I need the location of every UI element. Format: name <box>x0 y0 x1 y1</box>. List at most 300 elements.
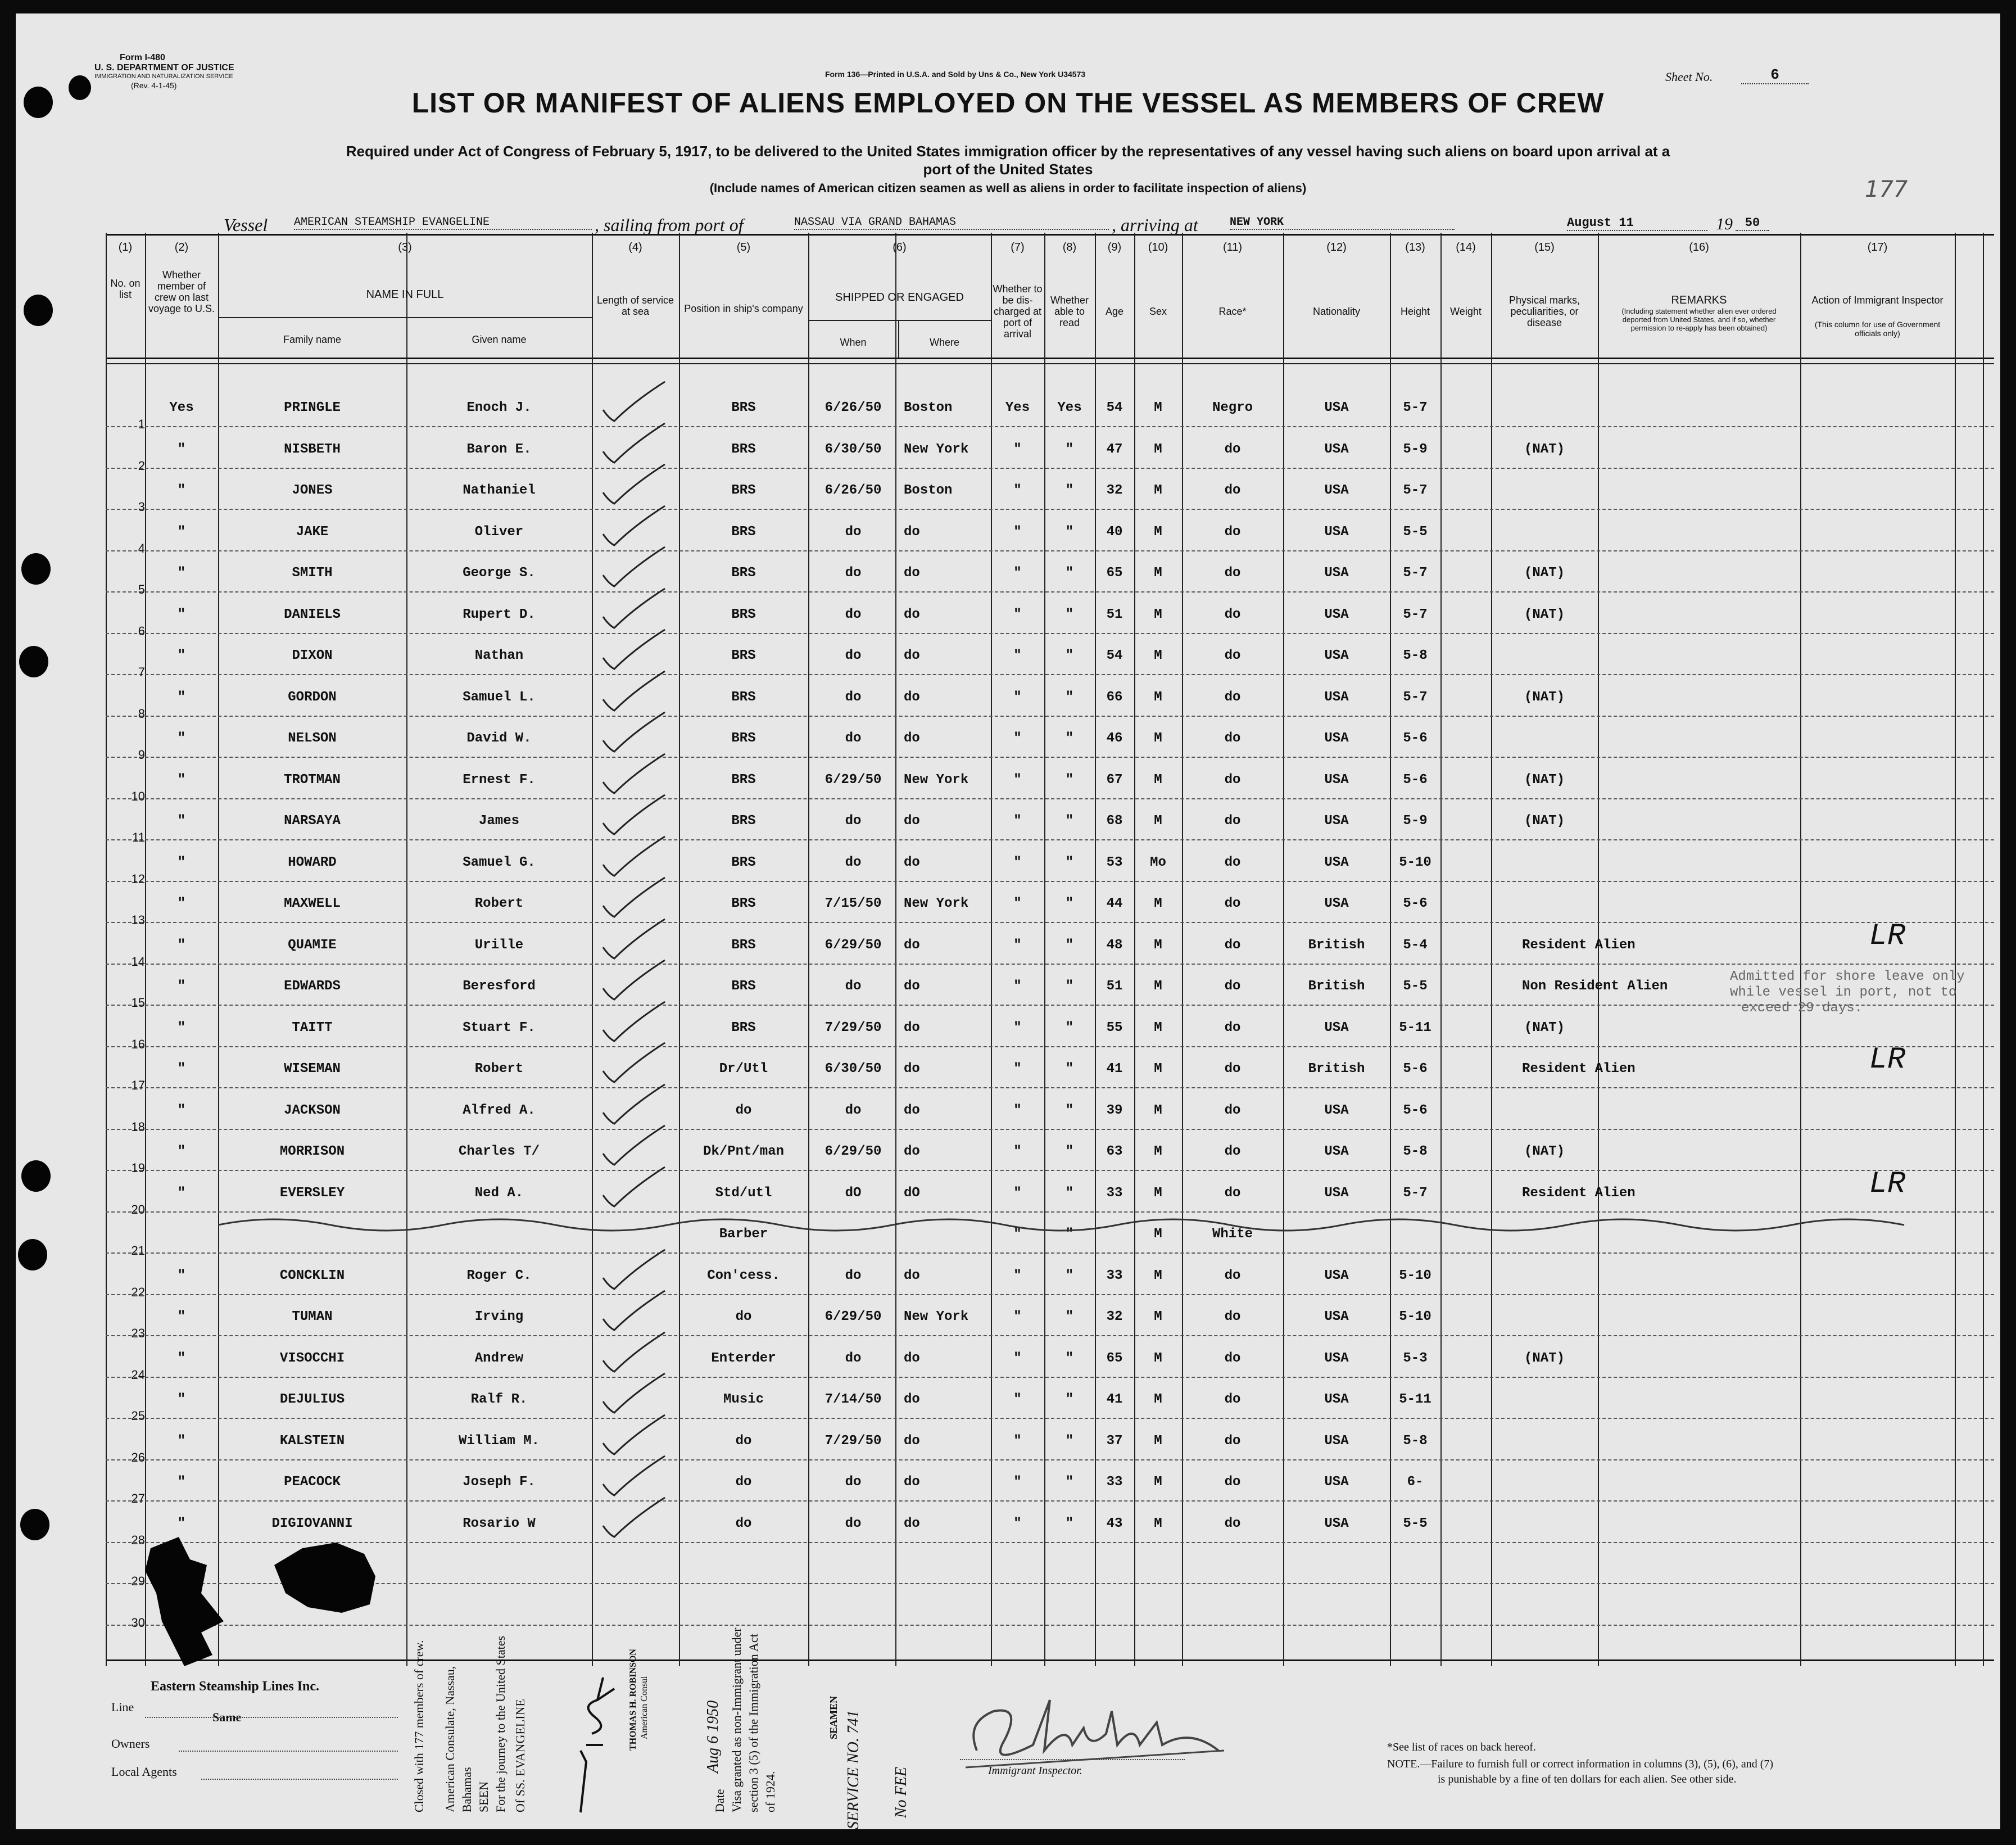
cell-sex: M <box>1154 524 1162 540</box>
row-rule <box>106 1418 1994 1419</box>
service-checkmark <box>600 1412 668 1457</box>
cell-disch: " <box>1013 648 1022 663</box>
cell-read: " <box>1065 1392 1074 1407</box>
cell-crew: " <box>177 566 186 581</box>
cell-read: " <box>1065 689 1074 705</box>
service-checkmark <box>600 792 668 837</box>
cell-read: " <box>1065 731 1074 746</box>
cell-disch: " <box>1013 483 1022 498</box>
cell-where: do <box>904 566 920 581</box>
cell-when: 6/30/50 <box>824 441 882 457</box>
cell-where: do <box>904 1144 920 1159</box>
cell-crew: " <box>177 648 186 663</box>
cell-nat: USA <box>1324 441 1349 457</box>
col-num: (6) <box>893 241 907 254</box>
cell-crew: " <box>177 854 186 870</box>
cell-pos: Dk/Pnt/man <box>703 1144 785 1159</box>
cell-when: do <box>845 854 862 870</box>
cell-age: 43 <box>1106 1516 1123 1531</box>
cell-family: MORRISON <box>279 1144 345 1159</box>
cell-read: " <box>1065 483 1074 498</box>
cell-family: JAKE <box>296 524 329 540</box>
cell-given: Oliver <box>474 524 524 540</box>
page-title: LIST OR MANIFEST OF ALIENS EMPLOYED ON THE VESSEL AS MEMBERS OF CREW <box>411 87 1605 119</box>
cell-read: " <box>1065 441 1074 457</box>
cell-nat: USA <box>1324 1144 1349 1159</box>
shore-leave-note-3: exceed 29 days. <box>1741 1001 1863 1016</box>
row-rule <box>106 426 1994 427</box>
cell-read: " <box>1065 1144 1074 1159</box>
cell-sex: M <box>1154 1020 1162 1035</box>
subtitle-line-2: port of the United States <box>923 161 1093 178</box>
footer-company: Eastern Steamship Lines Inc. <box>151 1679 320 1694</box>
cell-read: " <box>1065 524 1074 540</box>
row-number: 6 <box>138 623 145 638</box>
redaction-mark <box>269 1543 381 1616</box>
cell-family: SMITH <box>292 566 333 581</box>
header-length-of-service: Length of service at sea <box>596 295 674 317</box>
cell-marks: (NAT) <box>1524 441 1565 457</box>
cell-height: 5-10 <box>1399 854 1431 870</box>
cell-crew: " <box>177 483 186 498</box>
cell-disch: " <box>1013 1350 1022 1366</box>
cell-nat: USA <box>1324 1516 1349 1531</box>
row-number: 4 <box>138 541 145 555</box>
cell-nat: USA <box>1324 1350 1349 1366</box>
punch-hole <box>21 553 51 585</box>
row-rule <box>106 1129 1994 1130</box>
cell-family: DEJULIUS <box>279 1392 345 1407</box>
cell-nat: USA <box>1324 1475 1349 1490</box>
cell-pos: BRS <box>731 607 756 622</box>
footer-owners-rule <box>179 1751 398 1752</box>
cell-where: do <box>904 1020 920 1035</box>
service-checkmark <box>600 875 668 920</box>
row-rule <box>106 1252 1994 1254</box>
row-rule <box>106 1087 1994 1088</box>
cell-nat: USA <box>1324 1185 1349 1201</box>
cell-height: 5-9 <box>1403 441 1428 457</box>
cell-race: do <box>1224 1268 1241 1283</box>
cell-sex: M <box>1154 1061 1162 1077</box>
cell-nat: USA <box>1324 648 1349 663</box>
cell-crew: " <box>177 896 186 911</box>
cell-disch: " <box>1013 1268 1022 1283</box>
cell-where: New York <box>904 896 969 911</box>
cell-nat: USA <box>1324 400 1349 415</box>
sheet-number: 6 <box>1741 66 1809 84</box>
col-num: (3) <box>398 241 412 254</box>
cell-height: 5-6 <box>1403 772 1428 788</box>
cell-when: 7/29/50 <box>824 1433 882 1449</box>
cell-where: do <box>904 607 920 622</box>
cell-given: George S. <box>463 566 536 581</box>
cell-family: PEACOCK <box>284 1475 341 1490</box>
row-number: 16 <box>131 1037 145 1051</box>
cell-pos: BRS <box>731 813 756 829</box>
cell-height: 5-8 <box>1403 1433 1428 1449</box>
service-checkmark <box>600 420 668 465</box>
service-checkmark <box>600 834 668 879</box>
cell-when: 6/29/50 <box>824 772 882 788</box>
row-rule <box>106 1459 1994 1460</box>
row-number: 1 <box>138 417 145 431</box>
cell-pos: BRS <box>731 937 756 953</box>
cell-height: 5-7 <box>1403 483 1428 498</box>
cell-where: do <box>904 1350 920 1366</box>
cell-sex: Mo <box>1150 854 1166 870</box>
cell-height: 5-7 <box>1403 566 1428 581</box>
cell-pos: BRS <box>731 400 756 415</box>
cell-disch: " <box>1013 689 1022 705</box>
cell-when: 7/14/50 <box>824 1392 882 1407</box>
cell-nat: USA <box>1324 731 1349 746</box>
cell-read: " <box>1065 1516 1074 1531</box>
cell-family: TAITT <box>292 1020 333 1035</box>
col-num: (2) <box>174 241 189 254</box>
inspector-rule <box>960 1759 1185 1760</box>
row-rule <box>106 633 1994 634</box>
cell-crew: " <box>177 1268 186 1283</box>
cell-pos: Con'cess. <box>707 1268 780 1283</box>
cell-age: 44 <box>1106 896 1123 911</box>
cell-pos: BRS <box>731 648 756 663</box>
row-rule <box>106 1542 1994 1543</box>
row-rule <box>106 964 1994 965</box>
cell-disch: " <box>1013 1227 1022 1242</box>
col-num: (4) <box>628 241 642 254</box>
no-fee: No FEE <box>893 1767 910 1818</box>
cell-height: 5-10 <box>1399 1309 1431 1324</box>
cell-read: " <box>1065 607 1074 622</box>
manifest-sheet <box>16 13 2000 1829</box>
cell-race: White <box>1212 1227 1253 1242</box>
cell-when: do <box>845 566 862 581</box>
cell-height: 5-7 <box>1403 689 1428 705</box>
cell-where: do <box>904 689 920 705</box>
service-checkmark <box>600 379 668 424</box>
row-number: 28 <box>131 1532 145 1547</box>
cell-race: do <box>1224 524 1241 540</box>
punch-hole <box>20 1509 49 1540</box>
header-position: Position in ship's company <box>684 303 803 314</box>
cell-age: 54 <box>1106 648 1123 663</box>
cell-sex: M <box>1154 772 1162 788</box>
cell-given: Alfred A. <box>463 1102 536 1118</box>
cell-when: do <box>845 648 862 663</box>
cell-race: do <box>1224 689 1241 705</box>
service-checkmark <box>600 586 668 631</box>
service-checkmark <box>600 1330 668 1374</box>
cell-pos: BRS <box>731 689 756 705</box>
col-rule <box>1955 233 1956 1666</box>
service-checkmark <box>600 1371 668 1416</box>
cell-age: 68 <box>1106 813 1123 829</box>
row-rule <box>106 550 1994 551</box>
col-num: (5) <box>736 241 751 254</box>
cell-sex: M <box>1154 441 1162 457</box>
cell-race: do <box>1224 854 1241 870</box>
cell-given: Irving <box>474 1309 524 1324</box>
cell-remarks: Resident Alien <box>1522 937 1636 953</box>
cell-family: TROTMAN <box>284 772 341 788</box>
cell-pos: Barber <box>719 1227 768 1242</box>
cell-disch: " <box>1013 441 1022 457</box>
cell-family: EDWARDS <box>284 979 341 994</box>
cell-family: PRINGLE <box>284 400 341 415</box>
cell-sex: M <box>1154 607 1162 622</box>
revision: (Rev. 4-1-45) <box>131 81 177 90</box>
cell-sex: M <box>1154 1350 1162 1366</box>
cell-crew: " <box>177 979 186 994</box>
cell-given: Ernest F. <box>463 772 536 788</box>
cell-crew: " <box>177 441 186 457</box>
cell-race: do <box>1224 1475 1241 1490</box>
cell-height: 5-6 <box>1403 896 1428 911</box>
cell-when: do <box>845 524 862 540</box>
col-rule <box>1983 233 1984 1666</box>
cell-given: Enoch J. <box>466 400 532 415</box>
cell-where: New York <box>904 441 969 457</box>
cell-read: " <box>1065 1309 1074 1324</box>
row-rule <box>106 674 1994 675</box>
cell-pos: BRS <box>731 483 756 498</box>
row-number: 7 <box>138 665 145 679</box>
service-checkmark <box>600 1164 668 1209</box>
cell-disch: " <box>1013 1516 1022 1531</box>
cell-nat: British <box>1308 937 1365 953</box>
cell-height: 5-9 <box>1403 813 1428 829</box>
header-height: Height <box>1400 306 1430 317</box>
cell-when: 7/15/50 <box>824 896 882 911</box>
header-bottom-rule-2 <box>106 363 1994 364</box>
redaction-mark <box>139 1537 229 1666</box>
cell-when: do <box>845 813 862 829</box>
cell-race: do <box>1224 1433 1241 1449</box>
cell-given: Roger C. <box>466 1268 532 1283</box>
inspector-signature <box>954 1689 1241 1773</box>
cell-race: do <box>1224 1020 1241 1035</box>
service-checkmark <box>600 1040 668 1085</box>
cell-where: New York <box>904 1309 969 1324</box>
service-checkmark <box>600 957 668 1002</box>
cell-where: do <box>904 1061 920 1077</box>
cell-race: do <box>1224 1185 1241 1201</box>
cell-race: do <box>1224 813 1241 829</box>
cell-pos: BRS <box>731 731 756 746</box>
visa-line-3: of 1924. <box>763 1771 777 1812</box>
cell-crew: " <box>177 1185 186 1201</box>
header-discharged: Whether to be dis-charged at port of arrival <box>993 283 1043 340</box>
page-stamp: 177 <box>1865 177 1908 202</box>
cell-nat: USA <box>1324 1309 1349 1324</box>
cell-where: Boston <box>904 483 953 498</box>
cell-marks: (NAT) <box>1524 772 1565 788</box>
row-number: 3 <box>138 500 145 514</box>
cell-pos: do <box>735 1309 752 1324</box>
cell-age: 37 <box>1106 1433 1123 1449</box>
punch-hole <box>24 295 53 326</box>
cell-read: Yes <box>1057 400 1082 415</box>
cell-pos: BRS <box>731 1020 756 1035</box>
cell-read: " <box>1065 1061 1074 1077</box>
row-number: 12 <box>131 871 145 886</box>
service-checkmark <box>600 544 668 589</box>
cell-height: 5-11 <box>1399 1392 1431 1407</box>
arrival-date: August 11 <box>1567 216 1707 231</box>
cell-sex: M <box>1154 483 1162 498</box>
service-number: SERVICE NO. 741 <box>845 1710 862 1829</box>
row-rule <box>106 468 1994 469</box>
penalty-note-1: NOTE.—Failure to furnish full or correct information in columns (3), (5), (6), and (7) <box>1387 1758 1774 1770</box>
service-checkmark <box>600 916 668 961</box>
cell-height: 5-11 <box>1399 1020 1431 1035</box>
cell-pos: BRS <box>731 979 756 994</box>
punch-hole <box>18 1239 47 1270</box>
row-rule <box>106 509 1994 510</box>
row-number: 18 <box>131 1119 145 1134</box>
cell-read: " <box>1065 854 1074 870</box>
header-no-on-list: No. on list <box>110 278 141 300</box>
footer-line-rule <box>145 1717 398 1718</box>
cell-age: 46 <box>1106 731 1123 746</box>
cell-disch: " <box>1013 1309 1022 1324</box>
cell-pos: BRS <box>731 566 756 581</box>
date-century: 19 <box>1716 215 1733 233</box>
cell-disch: " <box>1013 731 1022 746</box>
service-checkmark <box>600 1453 668 1498</box>
table-top-rule <box>106 234 1994 236</box>
footer-owners-label: Owners <box>111 1737 150 1751</box>
cell-height: 5-5 <box>1403 524 1428 540</box>
row-number: 11 <box>132 830 145 844</box>
department: U. S. DEPARTMENT OF JUSTICE <box>94 63 234 73</box>
row-number: 26 <box>131 1450 145 1464</box>
cell-when: 6/26/50 <box>824 483 882 498</box>
consul-name: THOMAS H. ROBINSON <box>628 1649 638 1751</box>
row-rule <box>106 1170 1994 1171</box>
vessel-name: AMERICAN STEAMSHIP EVANGELINE <box>294 216 592 230</box>
service-checkmark <box>600 503 668 548</box>
cell-given: Charles T/ <box>458 1144 540 1159</box>
shipped-sub-rule <box>808 320 991 321</box>
header-able-to-read: Whether able to read <box>1050 295 1089 328</box>
cell-disch: " <box>1013 524 1022 540</box>
header-race: Race* <box>1218 306 1247 317</box>
row-number: 27 <box>131 1491 145 1505</box>
arriving-port: NEW YORK <box>1230 216 1455 230</box>
cell-given: Urille <box>474 937 524 953</box>
cell-read: " <box>1065 1227 1074 1242</box>
cell-given: Samuel G. <box>463 854 536 870</box>
cell-when: 6/29/50 <box>824 937 882 953</box>
cell-height: 5-7 <box>1403 1185 1428 1201</box>
row-rule <box>106 798 1994 799</box>
cell-crew: " <box>177 1392 186 1407</box>
row-rule <box>106 757 1994 758</box>
cell-age: 53 <box>1106 854 1123 870</box>
cell-read: " <box>1065 1350 1074 1366</box>
cell-height: 5-8 <box>1403 648 1428 663</box>
col-num: (7) <box>1011 241 1025 254</box>
cell-when: do <box>845 607 862 622</box>
cell-given: Ralf R. <box>470 1392 528 1407</box>
cell-race: do <box>1224 1516 1241 1531</box>
cell-read: " <box>1065 1020 1074 1035</box>
cell-where: do <box>904 1268 920 1283</box>
cell-where: do <box>904 1392 920 1407</box>
cell-nat: USA <box>1324 607 1349 622</box>
cell-family: DIGIOVANNI <box>271 1516 353 1531</box>
header-sex: Sex <box>1149 306 1167 317</box>
col-num: (17) <box>1867 241 1888 254</box>
header-where: Where <box>929 337 959 348</box>
cell-given: Joseph F. <box>463 1475 536 1490</box>
footer-line-label: Line <box>111 1700 134 1714</box>
header-age: Age <box>1105 306 1124 317</box>
row-rule <box>106 881 1994 882</box>
date-label: Date <box>713 1789 727 1812</box>
row-number: 15 <box>131 996 145 1010</box>
cell-when: 6/29/50 <box>824 1309 882 1324</box>
cell-where: New York <box>904 772 969 788</box>
cell-where: do <box>904 524 920 540</box>
cell-pos: BRS <box>731 854 756 870</box>
cell-given: David W. <box>466 731 532 746</box>
cell-race: do <box>1224 937 1241 953</box>
cell-sex: M <box>1154 1433 1162 1449</box>
row-number: 21 <box>131 1243 145 1258</box>
cell-race: do <box>1224 1309 1241 1324</box>
row-number: 20 <box>131 1202 145 1217</box>
header-physical-marks: Physical marks, peculiarities, or disease <box>1508 295 1580 328</box>
cell-where: do <box>904 1475 920 1490</box>
consul-title: American Consul <box>640 1676 649 1739</box>
cell-crew: Yes <box>169 400 194 415</box>
cell-sex: M <box>1154 689 1162 705</box>
cell-family: NARSAYA <box>284 813 341 829</box>
cell-remarks: Resident Alien <box>1522 1185 1636 1201</box>
cell-sex: M <box>1154 566 1162 581</box>
row-number: 22 <box>131 1285 145 1299</box>
service-checkmark <box>600 668 668 713</box>
cell-race: Negro <box>1212 400 1253 415</box>
header-shipped-engaged: SHIPPED OR ENGAGED <box>835 291 964 304</box>
cell-family: DIXON <box>292 648 333 663</box>
col-num: (13) <box>1405 241 1425 254</box>
cell-age: 65 <box>1106 1350 1123 1366</box>
shore-leave-note-2: while vessel in port, not to <box>1730 985 1957 1000</box>
cell-disch: " <box>1013 937 1022 953</box>
cell-crew: " <box>177 524 186 540</box>
cell-nat: USA <box>1324 1392 1349 1407</box>
cell-age: 63 <box>1106 1144 1123 1159</box>
cell-nat: USA <box>1324 566 1349 581</box>
cell-age: 40 <box>1106 524 1123 540</box>
cell-given: James <box>478 813 519 829</box>
cell-sex: M <box>1154 1475 1162 1490</box>
cell-disch: " <box>1013 1102 1022 1118</box>
cell-height: 5-6 <box>1403 731 1428 746</box>
cell-read: " <box>1065 1268 1074 1283</box>
cell-disch: " <box>1013 1061 1022 1077</box>
cell-marks: (NAT) <box>1524 1020 1565 1035</box>
cell-family: TUMAN <box>292 1309 333 1324</box>
punch-hole <box>19 646 48 677</box>
cell-read: " <box>1065 1185 1074 1201</box>
cell-sex: M <box>1154 1102 1162 1118</box>
row-rule <box>106 1625 1994 1626</box>
